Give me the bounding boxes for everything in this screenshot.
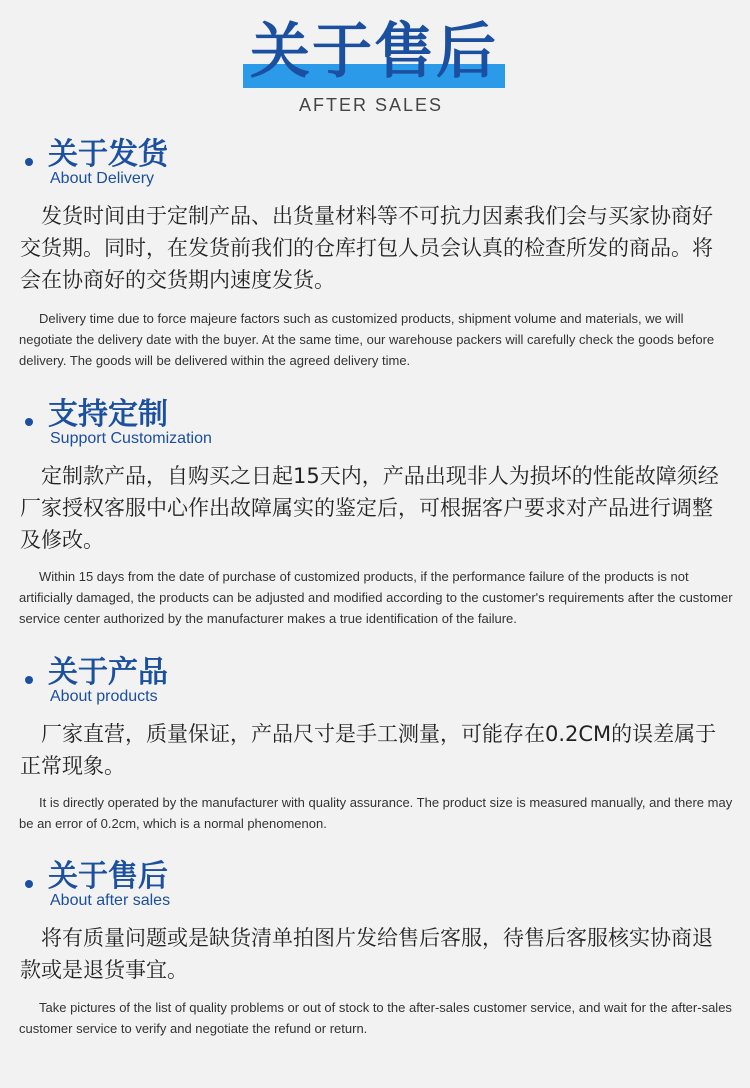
section-subtitle: About Delivery [50,170,155,187]
section-body-en: Take pictures of the list of quality problems or out of stock to the after-sales customer service, and wait for the after-sales customer service to verify and negotiate the refund or return. [19,1000,732,1036]
bullet-icon [25,418,33,426]
section-body-zh: 将有质量问题或是缺货清单拍图片发给售后客服，待售后客服核实协商退款或是退货事宜。 [20,926,713,982]
title-block [243,14,505,90]
section-subtitle: About after sales [50,892,171,909]
section-body-zh: 厂家直营，质量保证，产品尺寸是手工测量，可能存在0.2CM的误差属于正常现象。 [20,722,717,778]
page-header [0,0,750,130]
page-title: 关于售后 [250,17,498,87]
section-body-zh: 定制款产品，自购买之日起15天内，产品出现非人为损坏的性能故障须经厂家授权客服中心作出故障属实的鉴定后，可根据客户要求对产品进行调整及修改。 [20,464,719,552]
bullet-icon [25,676,33,684]
page-subtitle: AFTER SALES [298,95,444,115]
section-title: 关于产品 [48,655,168,690]
section-title: 关于售后 [48,859,168,894]
section-body-en: It is directly operated by the manufacturer with quality assurance. The product size is measured manually, and there may be an error of 0.2cm, which is a normal phenomenon. [19,795,733,831]
section-body-zh: 发货时间由于定制产品、出货量材料等不可抗力因素我们会与买家协商好交货期。同时，在发货前我们的仓库打包人员会认真的检查所发的商品。将会在协商好的交货期内速度发货。 [20,204,713,292]
section-body-en: Delivery time due to force majeure factors such as customized products, shipment volume and materials, we will negotiate the delivery date with the buyer. At the same time, our warehouse packers will carefully check the goods before delivery. The goods will be delivered within the agreed delivery time. [19,311,715,368]
bullet-icon [25,158,33,166]
section-subtitle: About products [50,688,158,705]
bullet-icon [25,880,33,888]
section-title: 支持定制 [48,397,168,432]
section-subtitle: Support Customization [50,430,212,447]
section-title: 关于发货 [48,137,168,172]
section-body-en: Within 15 days from the date of purchase of customized products, if the performance failure of the products is not artificially damaged, the products can be adjusted and modified according to the customer's requirements after the customer service center authorized by the manufacturer makes a true identification of the failure. [19,569,733,626]
